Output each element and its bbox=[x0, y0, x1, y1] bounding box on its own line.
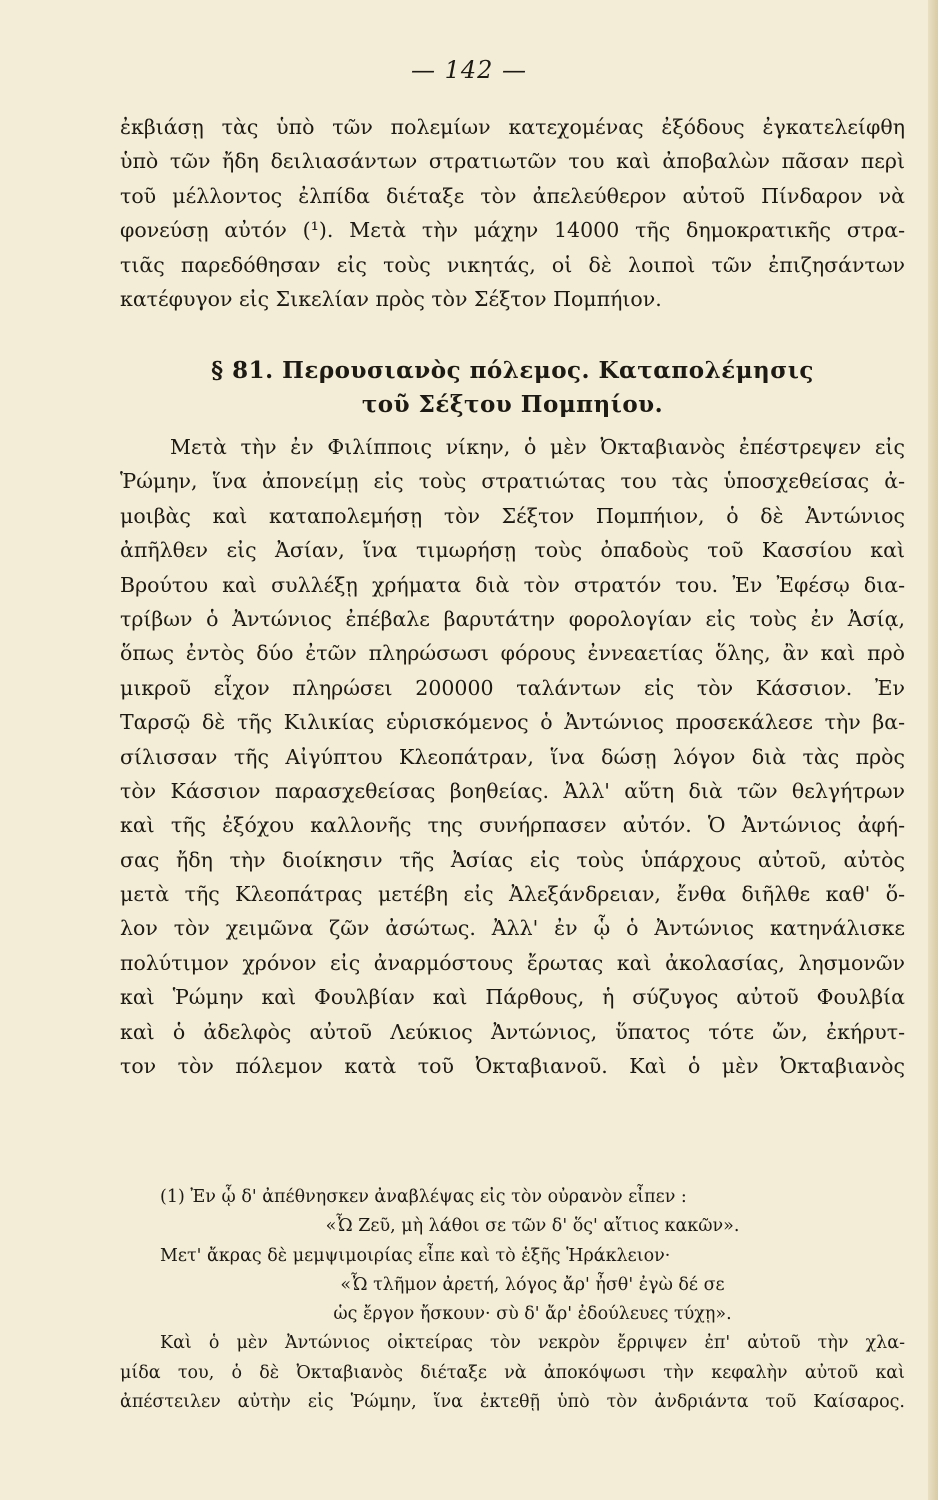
text-line: Μετὰ τὴν ἐν Φιλίπποις νίκην, ὁ μὲν Ὀκταβιανὸς ἐπέστρεψεν εἰς bbox=[170, 435, 905, 459]
text-line: ὅπως ἐντὸς δύο ἐτῶν πληρώσωσι φόρους ἐννεαετίας ὅλης, ἂν καὶ πρὸ bbox=[120, 641, 905, 666]
text-line: καὶ ὁ ἀδελφὸς αὐτοῦ Λεύκιος Ἀντώνιος, ὕπατος τότε ὤν, ἐκήρυτ- bbox=[120, 1019, 905, 1044]
text-line: σίλισσαν τῆς Αἰγύπτου Κλεοπάτραν, ἵνα δώσῃ λόγον διὰ τὰς πρὸς bbox=[120, 744, 905, 769]
text-line: τιᾶς παρεδόθησαν εἰς τοὺς νικητάς, οἱ δὲ λοιποὶ τῶν ἐπιζησάντων bbox=[120, 252, 905, 277]
section-heading bbox=[120, 354, 905, 422]
text-line: σας ἤδη τὴν διοίκησιν τῆς Ἀσίας εἰς τοὺς ὑπάρχους αὐτοῦ, αὐτὸς bbox=[120, 847, 905, 872]
footnote-line: (1) Ἐν ᾧ δ' ἀπέθνησκεν ἀναβλέψας εἰς τὸν οὐρανὸν εἶπεν : bbox=[160, 1187, 687, 1207]
footnote-line: ὡς ἔργον ἤσκουν· σὺ δ' ἄρ' ἐδούλευες τύχῃ». bbox=[333, 1304, 732, 1325]
paragraph-1 bbox=[120, 110, 905, 316]
footnote-line: μίδα του, ὁ δὲ Ὀκταβιανὸς διέταξε νὰ ἀποκόψωσι τὴν κεφαλὴν αὐτοῦ καὶ bbox=[120, 1362, 905, 1383]
text-line: Ταρσῷ δὲ τῆς Κιλικίας εὑρισκόμενος ὁ Ἀντώνιος προσεκάλεσε τὴν βα- bbox=[120, 710, 905, 735]
footnote bbox=[120, 1183, 905, 1417]
text-line: ἐκβιάσῃ τὰς ὑπὸ τῶν πολεμίων κατεχομένας ἐξόδους ἐγκατελείφθη bbox=[120, 115, 905, 139]
text-line: καὶ τῆς ἐξόχου καλλονῆς της συνήρπασεν αὐτόν. Ὁ Ἀντώνιος ἀφή- bbox=[120, 813, 905, 838]
text-line: τον τὸν πόλεμον κατὰ τοῦ Ὀκταβιανοῦ. Καὶ ὁ μὲν Ὀκταβιανὸς bbox=[120, 1054, 905, 1079]
text-line: τρίβων ὁ Ἀντώνιος ἐπέβαλε βαρυτάτην φορολογίαν εἰς τοὺς ἐν Ἀσίᾳ, bbox=[120, 606, 905, 631]
text-line: λον τὸν χειμῶνα ζῶν ἀσώτως. Ἀλλ' ἐν ᾧ ὁ Ἀντώνιος κατηνάλισκε bbox=[120, 916, 905, 941]
footnote-line: «Ὦ τλῆμον ἀρετή, λόγος ἄρ' ἦσθ' ἐγὼ δέ σε bbox=[340, 1274, 725, 1295]
paragraph-2 bbox=[120, 430, 905, 1083]
text-line: Ῥώμην, ἵνα ἀπονείμῃ εἰς τοὺς στρατιώτας του τὰς ὑποσχεθείσας ἀ- bbox=[120, 469, 905, 494]
text-line: κατέφυγον εἰς Σικελίαν πρὸς τὸν Σέξτον Πομπήιον. bbox=[120, 286, 662, 311]
page-number: — 142 — bbox=[410, 56, 528, 84]
text-line: μικροῦ εἶχον πληρώσει 200000 ταλάντων εἰς τὸν Κάσσιον. Ἐν bbox=[120, 675, 905, 700]
text-line: καὶ Ῥώμην καὶ Φουλβίαν καὶ Πάρθους, ἡ σύζυγος αὐτοῦ Φουλβία bbox=[120, 985, 905, 1010]
text-line: φονεύσῃ αὐτόν (¹). Μετὰ τὴν μάχην 14000 τῆς δημοκρατικῆς στρα- bbox=[120, 218, 905, 243]
section-heading-line: § 81. Περουσιανὸς πόλεμος. Καταπολέμησις bbox=[211, 357, 814, 384]
page-edge bbox=[928, 0, 938, 1500]
footnote-line: ἀπέστειλεν αὐτὴν εἰς Ῥώμην, ἵνα ἐκτεθῇ ὑπὸ τὸν ἀνδριάντα τοῦ Καίσαρος. bbox=[120, 1392, 905, 1413]
text-line: τοῦ μέλλοντος ἐλπίδα διέταξε τὸν ἀπελεύθερον αὐτοῦ Πίνδαρον νὰ bbox=[120, 183, 905, 208]
section-heading-line: τοῦ Σέξτου Πομπηίου. bbox=[361, 391, 664, 418]
text-line: ὑπὸ τῶν ἤδη δειλιασάντων στρατιωτῶν του καὶ ἀποβαλὼν πᾶσαν περὶ bbox=[120, 149, 905, 174]
text-line: μοιβὰς καὶ καταπολεμήσῃ τὸν Σέξτον Πομπήιον, ὁ δὲ Ἀντώνιος bbox=[120, 503, 905, 528]
text-line: πολύτιμον χρόνον εἰς ἀναρμόστους ἔρωτας καὶ ἀκολασίας, λησμονῶν bbox=[120, 950, 905, 975]
text-line: τὸν Κάσσιον παρασχεθείσας βοηθείας. Ἀλλ' αὕτη διὰ τῶν θελγήτρων bbox=[120, 778, 905, 803]
footnote-line: Μετ' ἄκρας δὲ μεμψιμοιρίας εἶπε καὶ τὸ ἑξῆς Ἡράκλειον· bbox=[160, 1245, 671, 1266]
footnote-line: Καὶ ὁ μὲν Ἀντώνιος οἰκτείρας τὸν νεκρὸν ἔρριψεν ἐπ' αὐτοῦ τὴν χλα- bbox=[160, 1333, 905, 1354]
text-line: μετὰ τῆς Κλεοπάτρας μετέβη εἰς Ἀλεξάνδρειαν, ἔνθα διῆλθε καθ' ὅ- bbox=[120, 882, 905, 907]
footnote-line: «Ὦ Ζεῦ, μὴ λάθοι σε τῶν δ' ὅς' αἴτιος κακῶν». bbox=[325, 1216, 740, 1237]
text-line: Βρούτου καὶ συλλέξῃ χρήματα διὰ τὸν στρατόν του. Ἐν Ἐφέσῳ δια- bbox=[120, 572, 905, 597]
text-line: ἀπῆλθεν εἰς Ἀσίαν, ἵνα τιμωρήσῃ τοὺς ὀπαδοὺς τοῦ Κασσίου καὶ bbox=[120, 538, 905, 563]
